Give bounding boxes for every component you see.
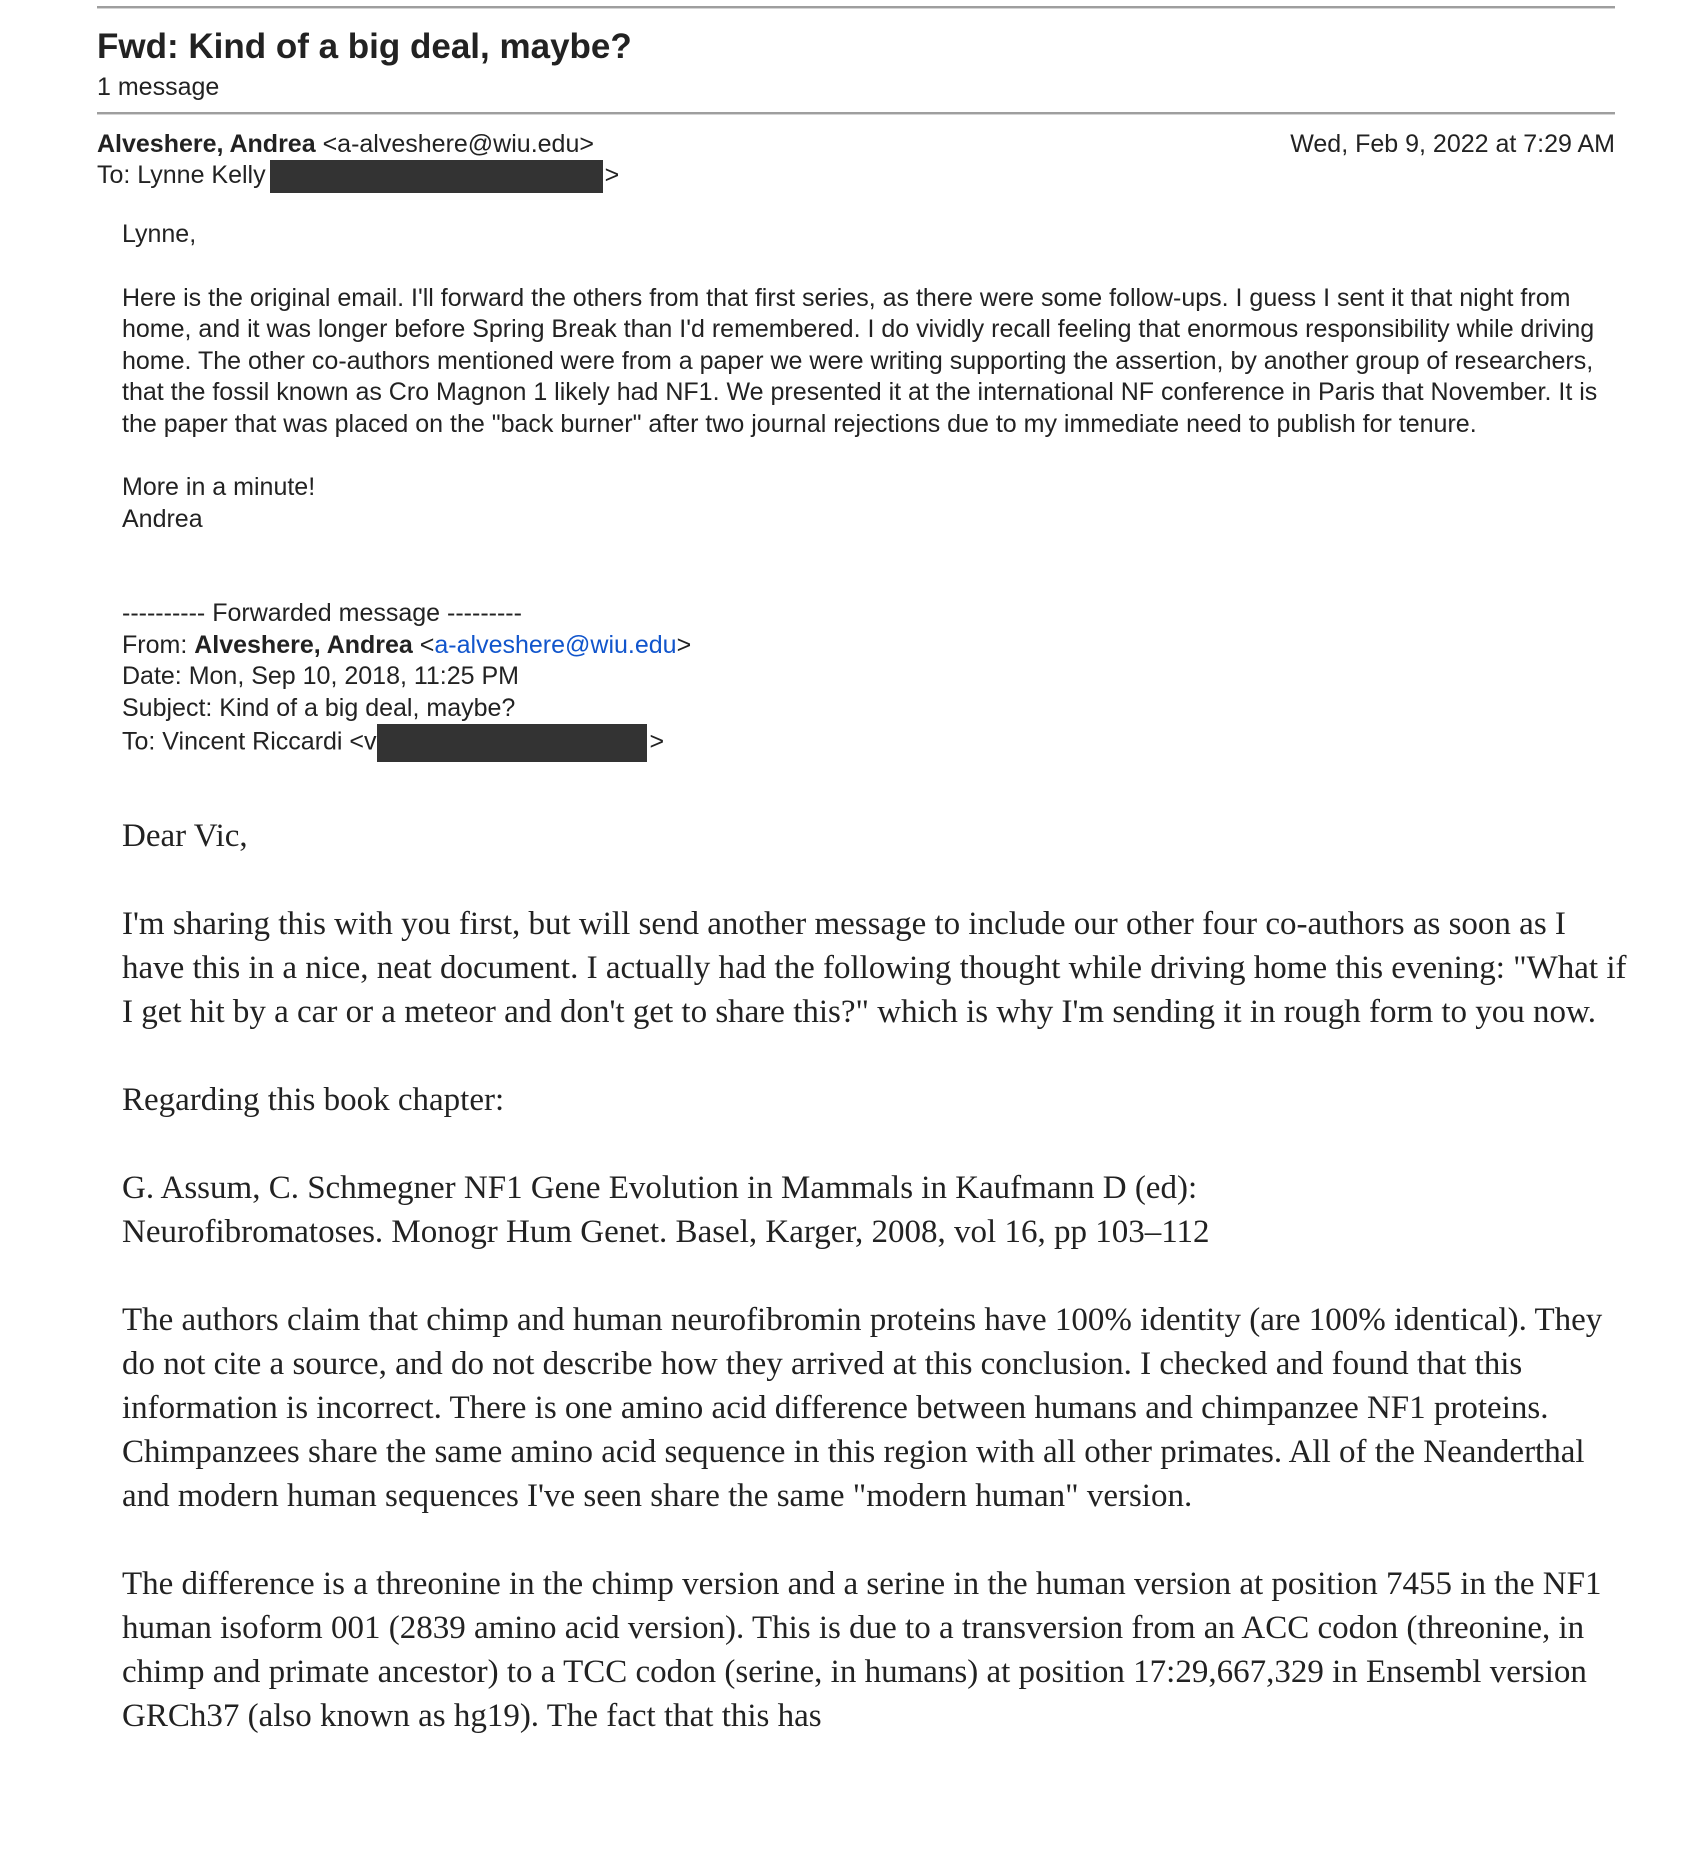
intro-greeting: Lynne, [122,220,197,248]
citation-line-2: Neurofibromatoses. Monogr Hum Genet. Basel, Karger, 2008, vol 16, pp 103–112 [122,1214,1210,1250]
letter-paragraph-1: I'm sharing this with you first, but will send another message to include our other four co-authors as soon as I have this in a nice, neat document. I actually had the following thought while driving home this evening: "What if I get hit by a car or a meteor and don't get to share this?" which is why I'm sending it in rough form to you now. [122,906,1627,1030]
letter-paragraph-5: The difference is a threonine in the chimp version and a serine in the human version at position 7455 in the NF1 human isoform 001 (2839 amino acid version). This is due to a transversion from an ACC codon (threonine, in chimp and primate ancestor) to a TCC codon (serine, in humans) at position 17:29,667,329 in Ensembl version GRCh37 (also known as hg19). The fact that this has [122,1566,1602,1734]
email-subject: Fwd: Kind of a big deal, maybe? [97,27,632,66]
forwarded-subject: Subject: Kind of a big deal, maybe? [122,693,516,722]
sent-date: Wed, Feb 9, 2022 at 7:29 AM [1290,130,1615,158]
letter-paragraph-4: The authors claim that chimp and human neurofibromin proteins have 100% identity (are 100% identical). They do not cite a source, and do not describe how they arrived at this conclusion. I checked and found that this information is incorrect. There is one amino acid difference between humans and chimpanzee NF1 proteins. Chimpanzees share the same amino acid sequence in this region with all other primates. All of the Neanderthal and modern human sequences I've seen share the same "modern human" version. [122,1302,1603,1514]
intro-paragraph: Here is the original email. I'll forward the others from that first series, as there were some follow-ups. I guess I sent it that night from home, and it was longer before Spring Break than I'd remembered. I do vividly recall feeling that enormous responsibility while driving home. The other co-authors mentioned were from a paper we were writing supporting the assertion, by another group of researchers, that the fossil known as Cro Magnon 1 likely had NF1. We presented it at the international NF conference in Paris that November. It is the paper that was placed on the "back burner" after two journal rejections due to my immediate need to publish for tenure. [122,283,1598,438]
intro-message [122,219,1612,762]
sender-row [97,129,1615,160]
letter-paragraph-2: Regarding this book chapter: [122,1082,505,1118]
letter-greeting: Dear Vic, [122,818,248,854]
top-divider [97,6,1615,9]
forwarded-to-suffix: > [649,727,665,756]
forwarded-divider: ---------- Forwarded message --------- [122,599,522,627]
forwarded-date: Date: Mon, Sep 10, 2018, 11:25 PM [122,662,520,690]
forwarded-from-open: < [412,630,435,659]
forwarded-from-name: Alveshere, Andrea [194,630,413,659]
forwarded-from [122,630,1612,662]
intro-closing: More in a minute! [122,473,316,501]
email-page [97,0,1627,1738]
message-count: 1 message [97,73,220,101]
forwarded-to-label: To: Vincent Riccardi <v [122,727,377,756]
citation-line-1: G. Assum, C. Schmegner NF1 Gene Evolution in Mammals in Kaufmann D (ed): [122,1170,1198,1206]
forwarded-from-close: > [676,630,692,659]
recipient-row [97,160,1615,193]
sender-name: Alveshere, Andrea [97,130,316,158]
redaction-box [270,160,603,193]
sender-email: <a-alveshere@wiu.edu> [322,130,594,158]
recipient-label: To: Lynne Kelly [97,161,266,190]
recipient-suffix: > [604,161,620,190]
intro-signature: Andrea [122,504,203,533]
forwarded-from-email-link[interactable]: a-alveshere@wiu.edu [434,630,677,659]
redaction-box [377,724,647,762]
forwarded-from-label: From: [122,630,195,659]
header-divider [97,112,1615,115]
forwarded-letter [122,814,1632,1738]
forwarded-to [122,724,1612,762]
